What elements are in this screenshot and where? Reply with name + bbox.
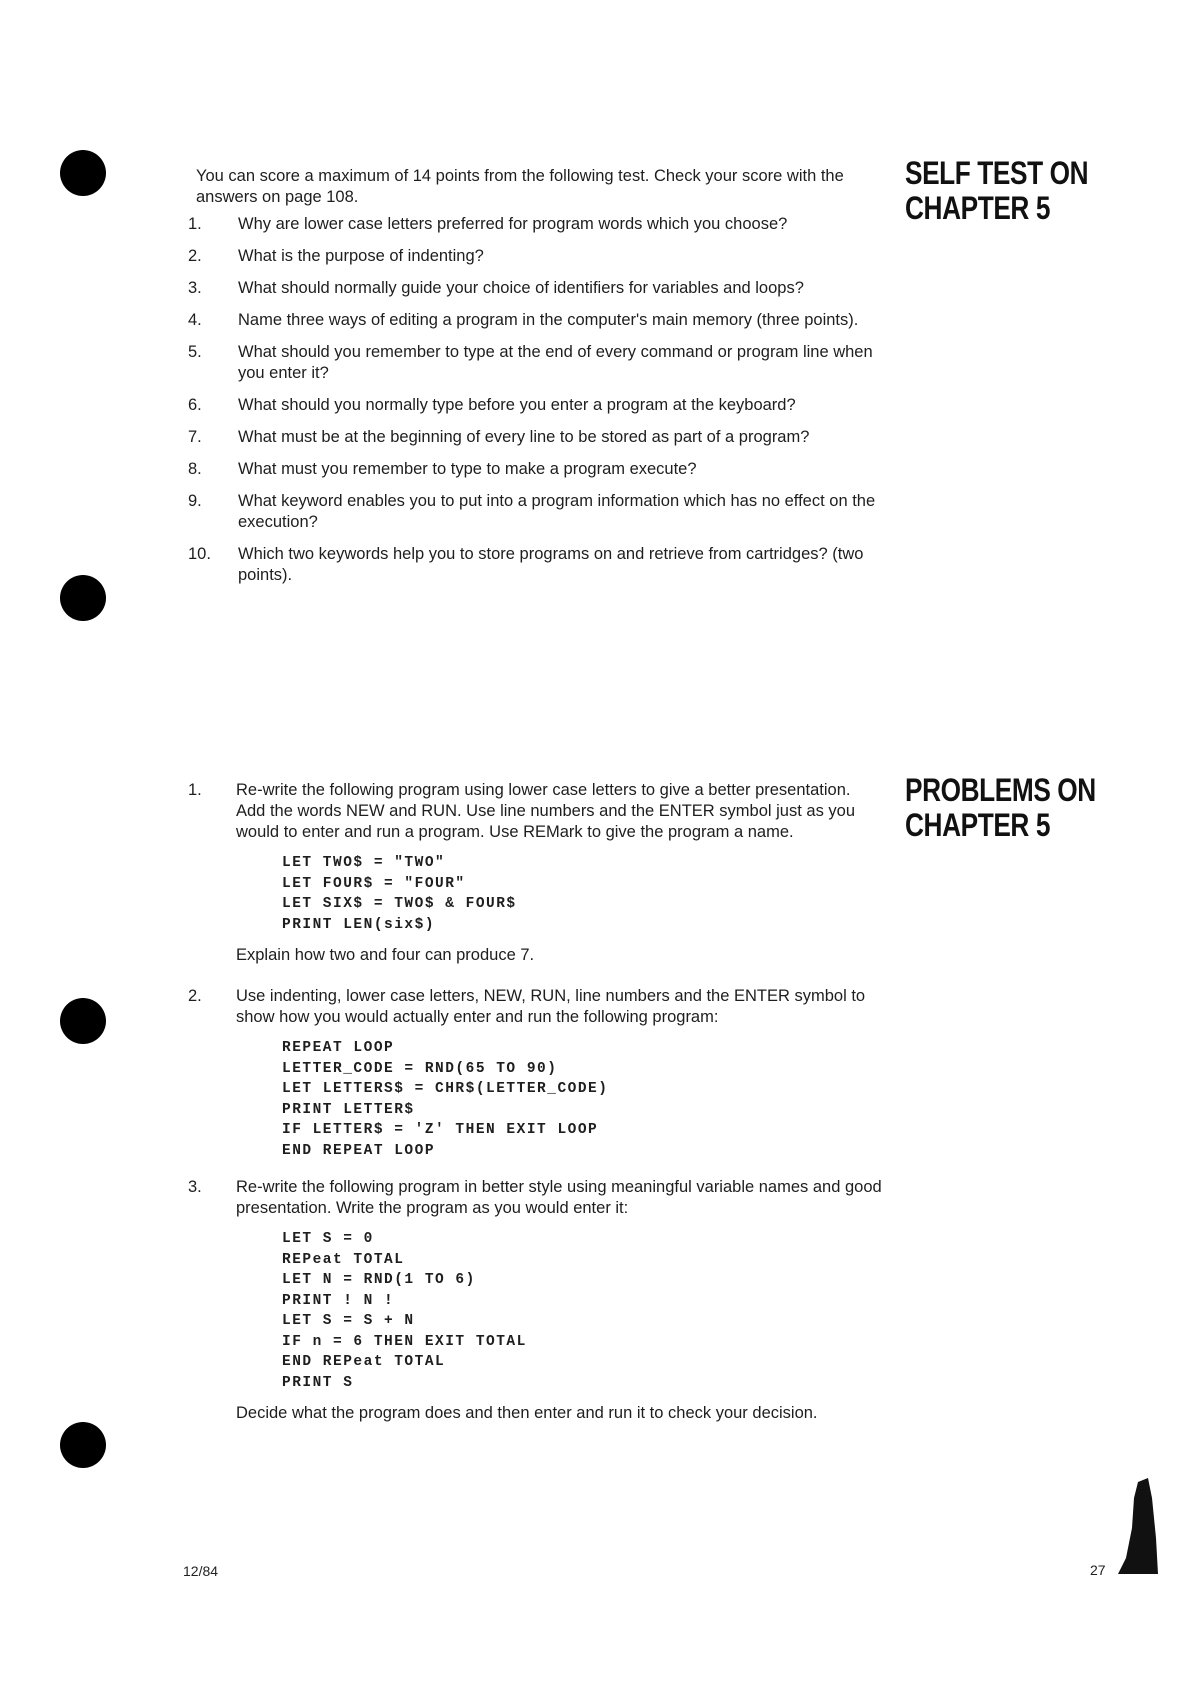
question-number: 4. <box>188 311 202 329</box>
question-text: What keyword enables you to put into a program information which has no effect on the execution? <box>238 492 876 531</box>
problems-heading-line2: CHAPTER 5 <box>905 807 1051 843</box>
question-text: Why are lower case letters preferred for program words which you choose? <box>238 215 788 233</box>
question-item <box>188 459 883 480</box>
code-block: LET TWO$ = "TWO" LET FOUR$ = "FOUR" LET SIX$ = TWO$ & FOUR$ PRINT LEN(six$) <box>282 855 517 933</box>
problem-followup: Decide what the program does and then enter and run it to check your decision. <box>236 1404 818 1422</box>
question-item <box>188 544 883 586</box>
question-number: 9. <box>188 492 202 510</box>
page-number: 27 <box>1090 1562 1106 1578</box>
question-item <box>188 491 883 533</box>
self-test-heading-line2: CHAPTER 5 <box>905 190 1051 226</box>
problem-number: 3. <box>188 1178 202 1196</box>
question-text: What is the purpose of indenting? <box>238 247 484 265</box>
problem-text: Use indenting, lower case letters, NEW, RUN, line numbers and the ENTER symbol to show how you would actually enter and run the following program: <box>236 987 866 1026</box>
question-item <box>188 427 883 448</box>
question-text: Name three ways of editing a program in the computer's main memory (three points). <box>238 311 859 329</box>
question-text: Which two keywords help you to store programs on and retrieve from cartridges? (two points). <box>238 545 864 584</box>
problem-text: Re-write the following program in better style using meaningful variable names and good presentation. Write the program as you would enter it: <box>236 1178 882 1217</box>
code-block: LET S = 0 REPeat TOTAL LET N = RND(1 TO 6) PRINT ! N ! LET S = S + N IF n = 6 THEN EXIT TOTAL END REPeat TOTAL PRINT S <box>282 1231 527 1391</box>
problem-followup: Explain how two and four can produce 7. <box>236 946 535 964</box>
question-item <box>188 342 883 384</box>
problem-text: Re-write the following program using lower case letters to give a better presentation. Add the words NEW and RUN. Use line numbers and the ENTER symbol just as you would to enter and run a program. Use REMark to give the program a name. <box>236 781 856 841</box>
page-corner-mark <box>1108 1478 1158 1574</box>
self-test-intro: You can score a maximum of 14 points from the following test. Check your score with the answers on page 108. <box>196 167 844 206</box>
question-number: 5. <box>188 343 202 361</box>
question-item <box>188 214 883 235</box>
question-item <box>188 310 883 331</box>
question-item <box>188 395 883 416</box>
question-item <box>188 246 883 267</box>
problems-heading-line1: PROBLEMS ON <box>905 772 1096 808</box>
question-text: What should you normally type before you enter a program at the keyboard? <box>238 396 796 414</box>
question-item <box>188 278 883 299</box>
binder-hole <box>60 1422 106 1468</box>
binder-hole <box>60 575 106 621</box>
question-text: What must be at the beginning of every line to be stored as part of a program? <box>238 428 810 446</box>
problem-number: 1. <box>188 781 202 799</box>
problem-item <box>188 986 883 1171</box>
question-text: What should normally guide your choice of identifiers for variables and loops? <box>238 279 804 297</box>
question-number: 3. <box>188 279 202 297</box>
question-text: What should you remember to type at the end of every command or program line when you enter it? <box>238 343 873 382</box>
problems-section <box>188 780 883 1444</box>
question-number: 2. <box>188 247 202 265</box>
problem-item <box>188 780 883 980</box>
question-number: 6. <box>188 396 202 414</box>
self-test-section <box>188 166 883 597</box>
question-number: 1. <box>188 215 202 233</box>
question-number: 10. <box>188 545 211 563</box>
question-number: 7. <box>188 428 202 446</box>
binder-hole <box>60 150 106 196</box>
problem-number: 2. <box>188 987 202 1005</box>
problem-item <box>188 1177 883 1438</box>
binder-hole <box>60 998 106 1044</box>
question-text: What must you remember to type to make a program execute? <box>238 460 697 478</box>
problems-heading <box>905 773 1126 843</box>
code-block: REPEAT LOOP LETTER_CODE = RND(65 TO 90) LET LETTERS$ = CHR$(LETTER_CODE) PRINT LETTER$ IF LETTER$ = 'Z' THEN EXIT LOOP END REPEAT LOOP <box>282 1040 609 1159</box>
self-test-heading <box>905 156 1126 226</box>
self-test-heading-line1: SELF TEST ON <box>905 155 1089 191</box>
footer-date: 12/84 <box>183 1563 219 1579</box>
question-number: 8. <box>188 460 202 478</box>
